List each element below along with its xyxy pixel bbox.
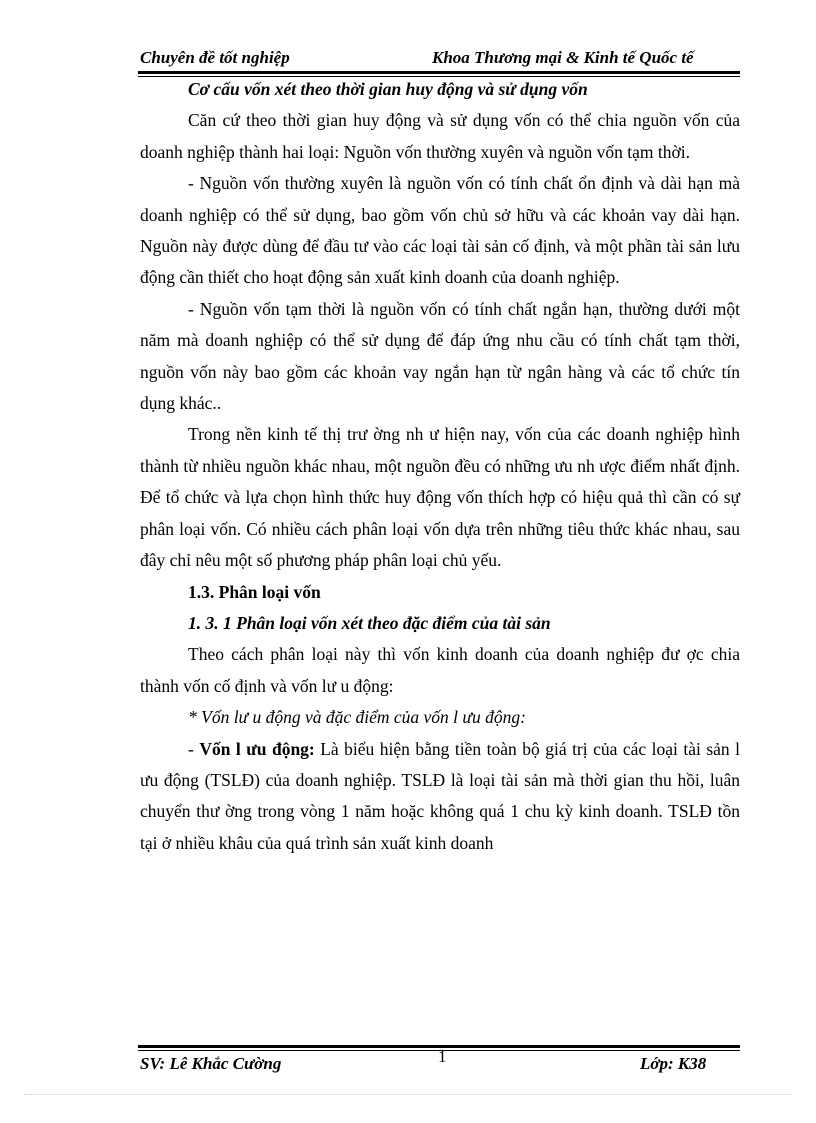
header-left: Chuyên đề tốt nghiệp (140, 48, 290, 67)
page-edge-dotted-line (24, 1094, 792, 1095)
header-right: Khoa Thương mại & Kinh tế Quốc tế (432, 48, 694, 67)
subheading-capital-structure: Cơ cấu vốn xét theo thời gian huy động và sử dụng vốn (188, 79, 588, 99)
definition-term: Vốn l ưu động: (199, 738, 315, 759)
document-body (140, 74, 740, 859)
paragraph: - Nguồn vốn tạm thời là nguồn vốn có tính chất ngắn hạn, thường dưới một năm mà doanh nghiệp có thể sử dụng để đáp ứng nhu cầu có tính chất tạm thời, nguồn vốn này bao gồm các khoản vay ngắn hạn từ ngân hàng và các tổ chức tín dụng khác.. (140, 298, 740, 414)
paragraph: - Nguồn vốn thường xuyên là nguồn vốn có tính chất ổn định và dài hạn mà doanh nghiệp có thể sử dụng, bao gồm vốn chủ sở hữu và các khoản vay dài hạn. Nguồn này được dùng để đầu tư vào các loại tài sản cố định, và một phần tài sản lưu động cần thiết cho hoạt động sản xuất kinh doanh của doanh nghiệp. (140, 173, 740, 288)
section-heading: 1.3. Phân loại vốn (188, 581, 321, 602)
paragraph: Theo cách phân loại này thì vốn kinh doanh của doanh nghiệp đư ợc chia thành vốn cố định và vốn lư u động: (140, 644, 740, 696)
definition-dash: - (188, 738, 200, 759)
page-number: 1 (438, 1047, 447, 1066)
paragraph: Căn cứ theo thời gian huy động và sử dụng vốn có thể chia nguồn vốn của doanh nghiệp thành hai loại: Nguồn vốn thường xuyên và nguồn vốn tạm thời. (140, 110, 740, 162)
footer-student: SV: Lê Khắc Cường (140, 1054, 282, 1073)
paragraph-definition (140, 734, 740, 860)
subsection-heading: 1. 3. 1 Phân loại vốn xét theo đặc điểm của tài sản (188, 612, 551, 633)
paragraph: Trong nền kinh tế thị trư ờng nh ư hiện nay, vốn của các doanh nghiệp hình thành từ nhiều nguồn khác nhau, một nguồn đều có những ưu nh ược điểm nhất định. Để tổ chức và lựa chọn hình thức huy động vốn thích hợp có hiệu quả thì cần có sự phân loại vốn. Có nhiều cách phân loại vốn dựa trên những tiêu thức khác nhau, sau đây chỉ nêu một số phương pháp phân loại chủ yếu. (140, 424, 740, 571)
definition-text: Là biểu hiện bằng tiền toàn bộ giá trị của các loại tài sản l ưu động (TSLĐ) của doanh nghiệp. TSLĐ là loại tài sản mà thời gian thu hồi, luân chuyển thư ờng trong vòng 1 năm hoặc không quá 1 chu kỳ kinh doanh. TSLĐ tồn tại ở nhiều khâu của quá trình sản xuất kinh doanh (140, 738, 741, 853)
footer-class: Lớp: K38 (640, 1054, 707, 1073)
italic-subheading: * Vốn lư u động và đặc điểm của vốn l ưu động: (188, 707, 526, 728)
